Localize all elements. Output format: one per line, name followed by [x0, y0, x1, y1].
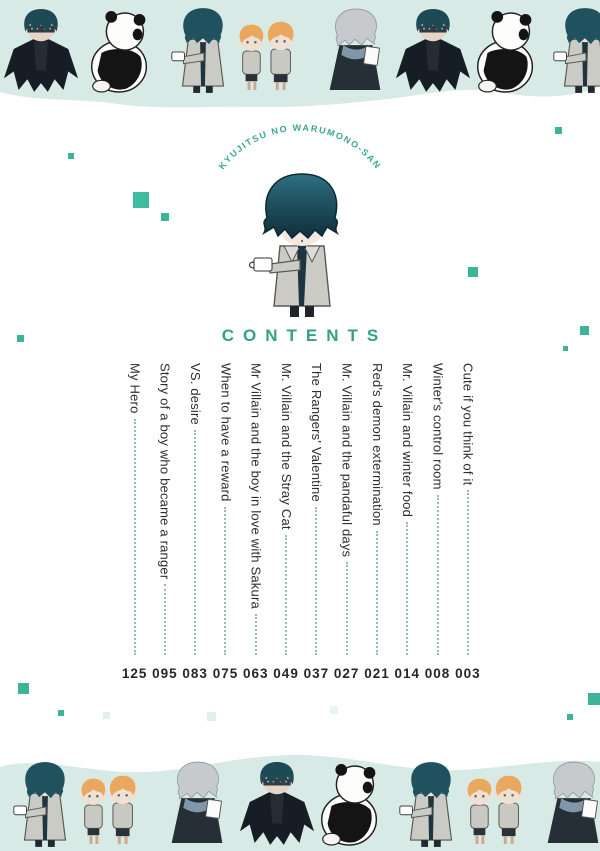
deco-square — [567, 714, 573, 720]
page-number: 095 — [152, 666, 178, 681]
deco-square — [17, 335, 24, 342]
deco-square — [18, 683, 29, 694]
toc-entry — [332, 363, 362, 681]
toc-entry — [271, 363, 301, 681]
toc-entry — [180, 363, 210, 681]
chapter-title: Mr. Villain and winter food — [400, 363, 416, 518]
dotted-leader — [224, 507, 226, 655]
center-chibi-mr-villain — [240, 170, 360, 320]
deco-square-faint — [103, 712, 110, 719]
deco-square — [58, 710, 64, 716]
deco-square — [563, 346, 568, 351]
deco-square-faint — [330, 706, 338, 714]
contents-heading: CONTENTS — [221, 326, 388, 345]
toc-entry — [301, 363, 331, 681]
dotted-leader — [437, 495, 439, 655]
chapter-title: Mr Villain and the boy in love with Sakura — [248, 363, 264, 609]
chapter-title: VS. desire — [188, 363, 203, 425]
toc-entry — [210, 363, 240, 681]
page-number: 027 — [333, 666, 360, 681]
dotted-leader — [194, 430, 196, 655]
chapter-title: When to have a reward — [218, 363, 234, 502]
deco-square — [588, 693, 600, 705]
toc-entry — [422, 363, 452, 681]
svg-text:KYUJITSU NO WARUMONO-SAN — [217, 123, 384, 172]
toc-entry — [453, 363, 483, 681]
dotted-leader — [315, 507, 317, 655]
top-character-banner — [0, 0, 600, 112]
dotted-leader — [376, 531, 378, 655]
chapter-title: Mr. Villain and the pandaful days — [339, 363, 355, 558]
deco-square-faint — [207, 712, 216, 721]
dotted-leader — [134, 419, 136, 655]
page-number: 075 — [212, 666, 239, 681]
page-number: 063 — [243, 666, 269, 681]
chapter-title: Winter's control room — [430, 363, 446, 490]
page-number: 049 — [273, 666, 299, 681]
chapter-title: Cute if you think of it — [460, 363, 476, 486]
dotted-leader — [164, 584, 166, 655]
series-arc-title-text: KYUJITSU NO WARUMONO-SAN — [216, 122, 384, 172]
page-number: 008 — [424, 666, 451, 681]
toc-entry — [362, 363, 392, 681]
deco-square — [580, 326, 589, 335]
page-number: 014 — [394, 666, 421, 681]
deco-square — [68, 153, 74, 159]
chapter-title: Story of a boy who became a ranger — [157, 363, 173, 580]
deco-square — [555, 127, 562, 134]
chapter-title: The Rangers' Valentine — [309, 363, 325, 502]
toc-entry — [392, 363, 422, 681]
page-number: 037 — [303, 666, 330, 681]
page-number: 021 — [364, 666, 390, 681]
dotted-leader — [406, 522, 408, 655]
deco-square — [468, 267, 478, 277]
bottom-character-banner — [0, 745, 600, 851]
chapter-title: My Hero — [127, 363, 143, 414]
deco-square — [133, 192, 149, 208]
toc-entry — [119, 363, 149, 681]
page-number: 125 — [121, 666, 148, 681]
dotted-leader — [467, 490, 469, 655]
page-number: 083 — [182, 666, 208, 681]
dotted-leader — [285, 535, 287, 655]
dotted-leader — [346, 562, 348, 655]
page-number: 003 — [455, 666, 481, 681]
chapter-title: Red's demon extermination — [369, 363, 385, 526]
table-of-contents — [119, 363, 483, 681]
toc-entry — [241, 363, 271, 681]
chapter-title: Mr. Villain and the Stray Cat — [278, 363, 294, 530]
deco-square — [161, 213, 169, 221]
dotted-leader — [255, 614, 257, 655]
toc-entry — [150, 363, 180, 681]
